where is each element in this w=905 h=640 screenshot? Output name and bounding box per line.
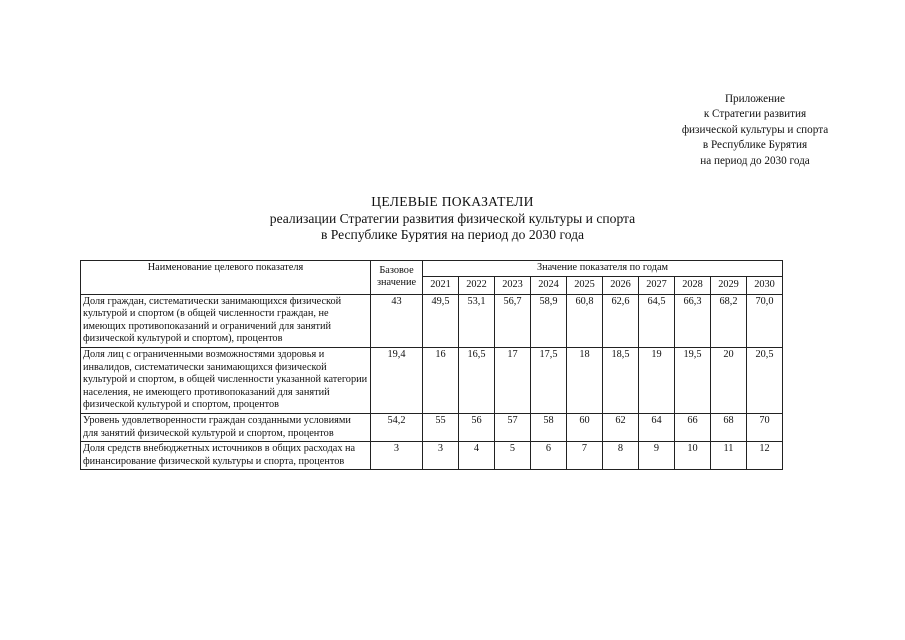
year-value-cell: 17,5: [531, 347, 567, 413]
header-year: 2027: [639, 276, 675, 294]
year-value-cell: 57: [495, 413, 531, 441]
year-value-cell: 56,7: [495, 294, 531, 347]
base-value-cell: 19,4: [371, 347, 423, 413]
header-base-value: Базовое значение: [371, 261, 423, 295]
year-value-cell: 60,8: [567, 294, 603, 347]
base-value-cell: 3: [371, 442, 423, 470]
appendix-line: на период до 2030 года: [700, 154, 810, 167]
header-year: 2024: [531, 276, 567, 294]
table-header: [81, 261, 783, 295]
year-value-cell: 11: [711, 442, 747, 470]
header-year: 2029: [711, 276, 747, 294]
year-value-cell: 5: [495, 442, 531, 470]
year-value-cell: 3: [423, 442, 459, 470]
indicator-name-cell: Доля средств внебюджетных источников в общих расходах на финансирование физической культуры и спорта, процентов: [81, 442, 371, 470]
document-heading: [0, 193, 905, 242]
year-value-cell: 16,5: [459, 347, 495, 413]
appendix-line: в Республике Бурятия: [702, 139, 808, 152]
year-value-cell: 66: [675, 413, 711, 441]
appendix-line: физической культуры и спорта: [681, 123, 829, 136]
year-value-cell: 20,5: [747, 347, 783, 413]
year-value-cell: 58,9: [531, 294, 567, 347]
year-value-cell: 9: [639, 442, 675, 470]
indicator-name-cell: Доля граждан, систематически занимающихся физической культурой и спортом (в общей численности граждан, не имеющих противопоказаний и ограничений для занятий физической культурой и спортом), процентов: [81, 294, 371, 347]
year-value-cell: 16: [423, 347, 459, 413]
header-year: 2030: [747, 276, 783, 294]
header-year: 2026: [603, 276, 639, 294]
year-value-cell: 6: [531, 442, 567, 470]
appendix-line: Приложение: [724, 93, 786, 105]
year-value-cell: 66,3: [675, 294, 711, 347]
year-value-cell: 4: [459, 442, 495, 470]
base-value-cell: 43: [371, 294, 423, 347]
year-value-cell: 60: [567, 413, 603, 441]
table-row: [81, 347, 783, 413]
indicator-name-cell: Уровень удовлетворенности граждан созданными условиями для занятий физической культурой и спортом, процентов: [81, 413, 371, 441]
appendix-line: к Стратегии развития: [703, 108, 807, 121]
base-value-cell: 54,2: [371, 413, 423, 441]
header-indicator-name: Наименование целевого показателя: [81, 261, 371, 295]
year-value-cell: 70: [747, 413, 783, 441]
document-subtitle-line-1: реализации Стратегии развития физической культуры и спорта: [269, 211, 636, 226]
year-value-cell: 68: [711, 413, 747, 441]
year-value-cell: 19,5: [675, 347, 711, 413]
indicator-name-cell: Доля лиц с ограниченными возможностями здоровья и инвалидов, систематически занимающихся физической культурой и спортом, в общей численности указанной категории населения, не имеющего противопоказаний для занятий физической культурой и спортом, процентов: [81, 347, 371, 413]
table-row: [81, 294, 783, 347]
year-value-cell: 20: [711, 347, 747, 413]
year-value-cell: 62: [603, 413, 639, 441]
header-year: 2025: [567, 276, 603, 294]
year-value-cell: 68,2: [711, 294, 747, 347]
year-value-cell: 7: [567, 442, 603, 470]
year-value-cell: 49,5: [423, 294, 459, 347]
indicators-table: [80, 260, 783, 470]
table-row: [81, 442, 783, 470]
year-value-cell: 56: [459, 413, 495, 441]
table-body: [81, 294, 783, 470]
year-value-cell: 10: [675, 442, 711, 470]
year-value-cell: 64,5: [639, 294, 675, 347]
appendix-note: [650, 92, 860, 169]
header-year: 2028: [675, 276, 711, 294]
year-value-cell: 55: [423, 413, 459, 441]
year-value-cell: 17: [495, 347, 531, 413]
year-value-cell: 64: [639, 413, 675, 441]
header-year: 2022: [459, 276, 495, 294]
year-value-cell: 18: [567, 347, 603, 413]
document-title: ЦЕЛЕВЫЕ ПОКАЗАТЕЛИ: [371, 194, 534, 209]
header-year: 2023: [495, 276, 531, 294]
year-value-cell: 70,0: [747, 294, 783, 347]
year-value-cell: 8: [603, 442, 639, 470]
year-value-cell: 12: [747, 442, 783, 470]
year-value-cell: 18,5: [603, 347, 639, 413]
year-value-cell: 19: [639, 347, 675, 413]
year-value-cell: 53,1: [459, 294, 495, 347]
table-row: [81, 413, 783, 441]
header-years-group: Значение показателя по годам: [423, 261, 783, 277]
header-year: 2021: [423, 276, 459, 294]
document-subtitle-line-2: в Республике Бурятия на период до 2030 года: [320, 226, 585, 242]
year-value-cell: 62,6: [603, 294, 639, 347]
year-value-cell: 58: [531, 413, 567, 441]
